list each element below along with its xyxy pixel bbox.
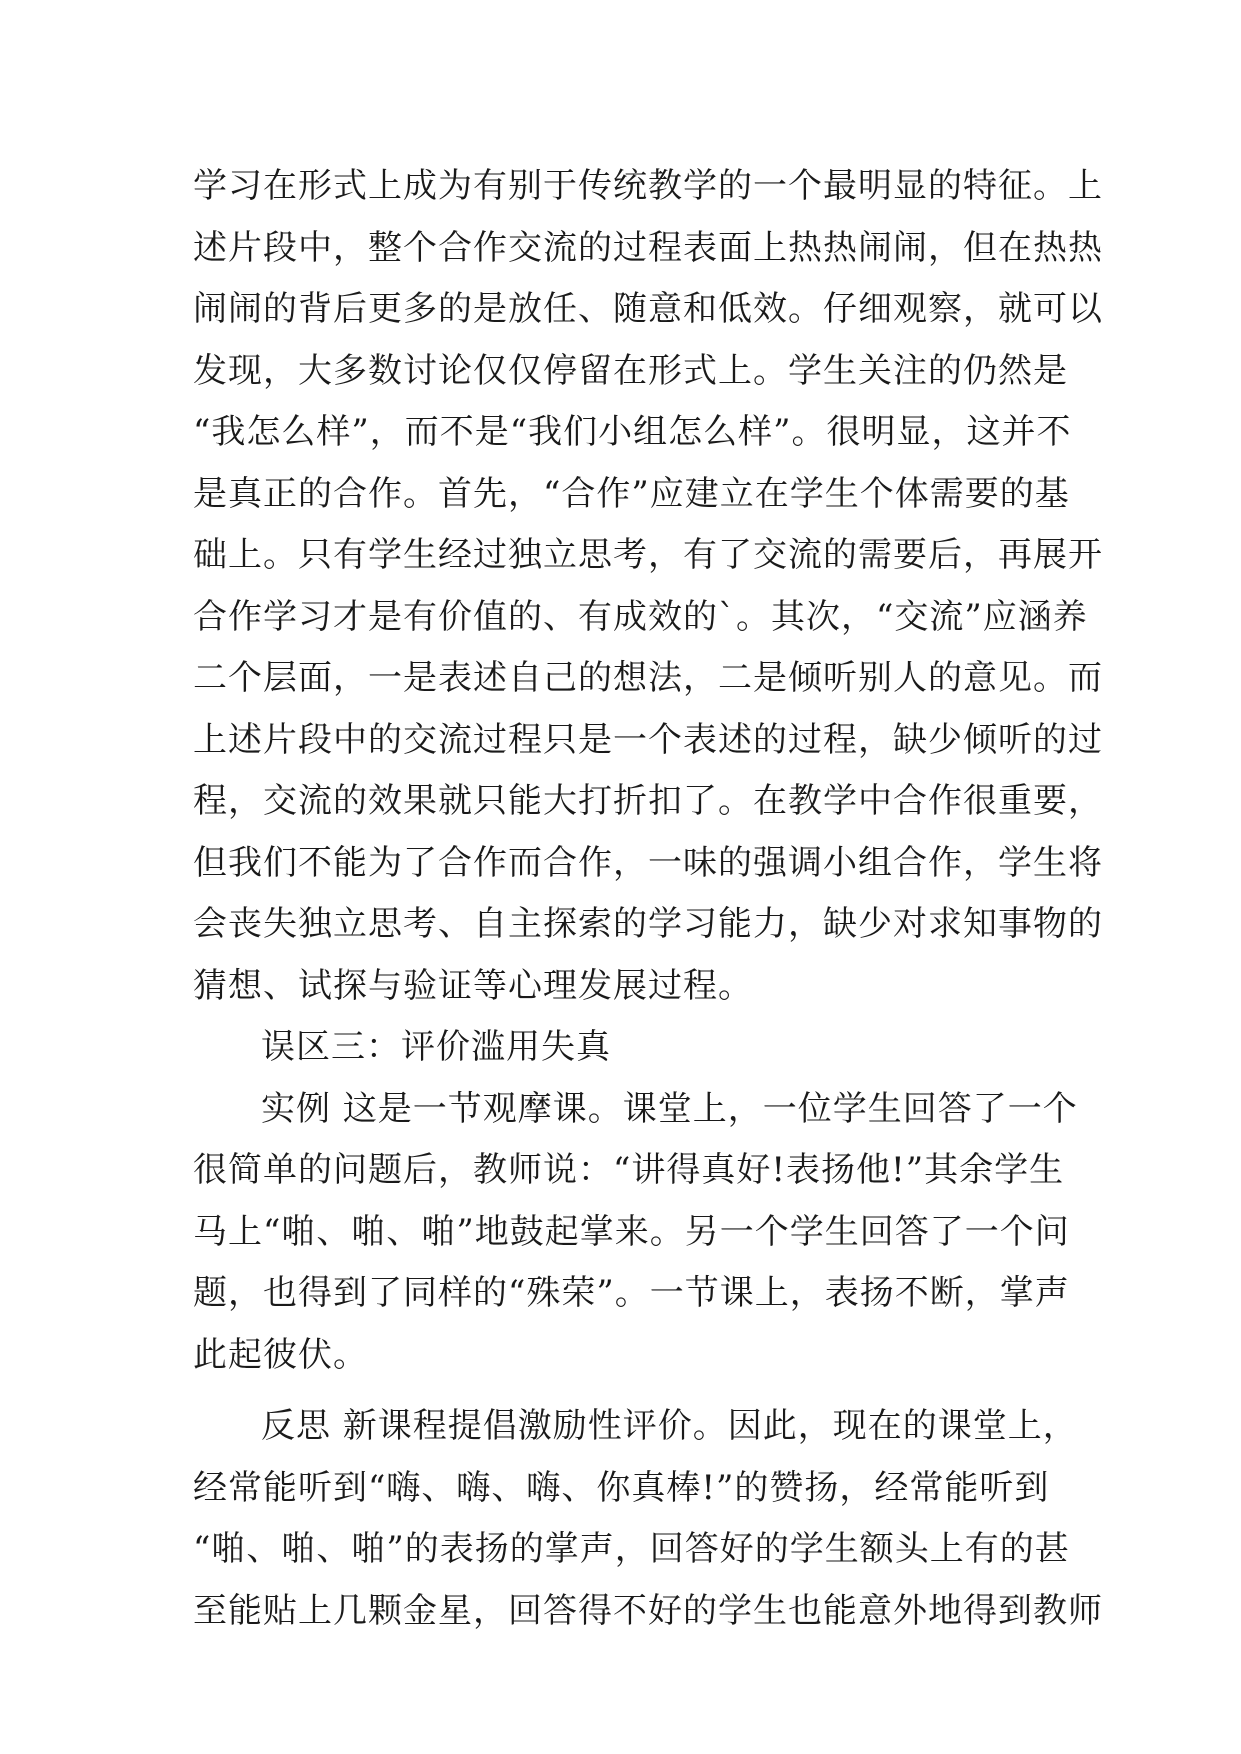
text-line: 程，交流的效果就只能大打折扣了。在教学中合作很重要， [193,781,1103,821]
example-paragraph-start: 实例 这是一节观摩课。课堂上，一位学生回答了一个 [261,1088,1078,1129]
text-line: 题，也得到了同样的“殊荣”。一节课上，表扬不断，掌声 [193,1273,1070,1313]
text-line: 闹闹的背后更多的是放任、随意和低效。仔细观察，就可以 [193,289,1103,329]
text-line: 二个层面，一是表述自己的想法，二是倾听别人的意见。而 [193,658,1103,698]
text-line: 是真正的合作。首先，“合作”应建立在学生个体需要的基 [193,473,1070,514]
text-line: 发现，大多数讨论仅仅停留在形式上。学生关注的仍然是 [193,350,1068,391]
text-line: 合作学习才是有价值的、有成效的`。其次，“交流”应涵养 [193,596,1088,637]
text-line: 述片段中，整个合作交流的过程表面上热热闹闹，但在热热 [193,227,1103,268]
body-text [193,156,1103,1642]
text-line: 经常能听到“嗨、嗨、嗨、你真棒!”的赞扬，经常能听到 [193,1467,1050,1508]
text-line: 至能贴上几颗金星，回答得不好的学生也能意外地得到教师 [193,1590,1103,1631]
reflection-paragraph-start: 反思 新课程提倡激励性评价。因此，现在的课堂上， [261,1406,1078,1446]
text-line: 上述片段中的交流过程只是一个表述的过程，缺少倾听的过 [193,719,1103,760]
section-heading: 误区三：评价滥用失真 [261,1027,611,1067]
text-line: 此起彼伏。 [193,1334,368,1375]
text-line: 很简单的问题后，教师说：“讲得真好!表扬他!”其余学生 [193,1150,1065,1190]
text-line: 学习在形式上成为有别于传统教学的一个最明显的特征。上 [193,166,1103,206]
text-line: 但我们不能为了合作而合作，一味的强调小组合作，学生将 [193,842,1103,883]
text-line: 马上“啪、啪、啪”地鼓起掌来。另一个学生回答了一个问 [193,1211,1070,1252]
text-line: 础上。只有学生经过独立思考，有了交流的需要后，再展开 [193,535,1103,575]
text-line: 会丧失独立思考、自主探索的学习能力，缺少对求知事物的 [193,904,1103,944]
text-line: 猜想、试探与验证等心理发展过程。 [193,965,753,1006]
text-line: “我怎么样”，而不是“我们小组怎么样”。很明显，这并不 [193,412,1072,452]
text-line: “啪、啪、啪”的表扬的掌声，回答好的学生额头上有的甚 [193,1529,1070,1569]
